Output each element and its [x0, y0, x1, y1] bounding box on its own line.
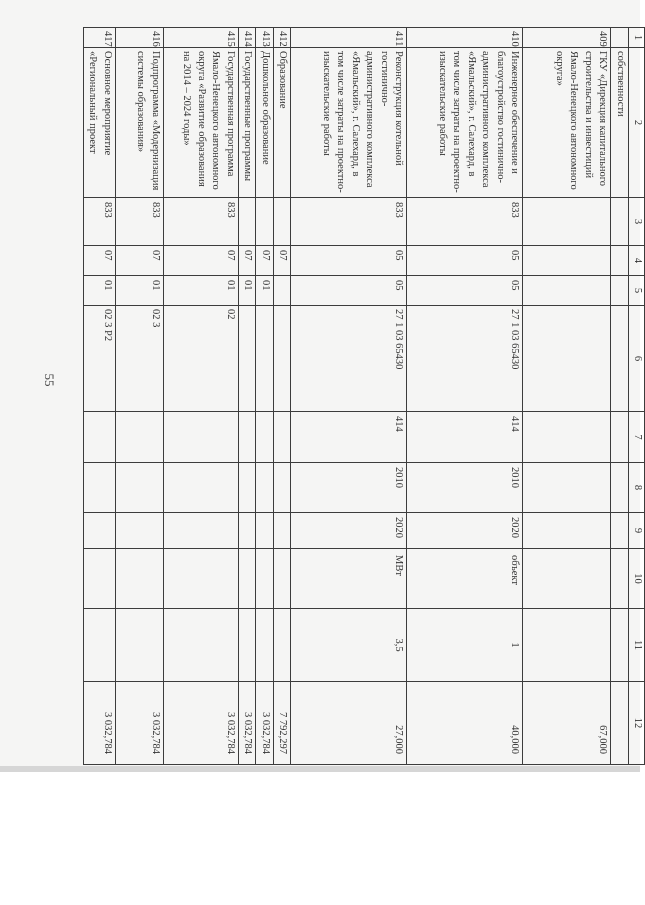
table-cell-c7: 414 [291, 412, 407, 463]
table-cell-c4: 07 [164, 246, 239, 276]
table-cell-c1: 410 [407, 28, 523, 48]
table-cell-c7 [84, 412, 116, 463]
table-cell-c1: 412 [274, 28, 292, 48]
table-cell-c7 [239, 412, 257, 463]
header-cell: 3 [629, 198, 645, 246]
table-cell-c11 [256, 609, 274, 682]
table-cell-c3 [523, 198, 611, 246]
table-cell-c9 [523, 513, 611, 549]
table-cell-c11 [84, 609, 116, 682]
table-cell-c4: 05 [407, 246, 523, 276]
table-cell-c7 [164, 412, 239, 463]
header-cell: 8 [629, 463, 645, 513]
table-cell-c10 [116, 549, 164, 609]
table-header-row [629, 28, 645, 765]
table-cell-c6 [611, 306, 629, 412]
table-cell-c8 [116, 463, 164, 513]
table-cell-c9: 2020 [291, 513, 407, 549]
table-cell-c1: 409 [523, 28, 611, 48]
header-cell: 11 [629, 609, 645, 682]
table-cell-c2: Дошкольное образование [256, 48, 274, 198]
table-cell-c9 [256, 513, 274, 549]
table-row [274, 28, 292, 765]
table-cell-c3 [256, 198, 274, 246]
table-cell-c6: 02 3 [116, 306, 164, 412]
table-cell-c5: 01 [256, 276, 274, 306]
table-cell-c12: 67,000 [523, 682, 611, 765]
table-cell-c4: 07 [84, 246, 116, 276]
table-cell-c5 [611, 276, 629, 306]
table-cell-c1: 411 [291, 28, 407, 48]
table-cell-c2: Государственная программа Ямало-Ненецкого автономного округа «Развитие образования на 2014 – 2024 годы» [164, 48, 239, 198]
table-cell-c7 [116, 412, 164, 463]
table-cell-c11: 3,5 [291, 609, 407, 682]
table-cell-c9 [274, 513, 292, 549]
page-number: 55 [42, 373, 57, 387]
table-cell-c4: 07 [274, 246, 292, 276]
table-cell-c1: 416 [116, 28, 164, 48]
table-cell-c9 [611, 513, 629, 549]
table-body [84, 28, 645, 765]
header-cell: 12 [629, 682, 645, 765]
table-cell-c1: 414 [239, 28, 257, 48]
table-cell-c1 [611, 28, 629, 48]
table-cell-c10 [84, 549, 116, 609]
table-cell-c5: 01 [239, 276, 257, 306]
table-cell-c3 [611, 198, 629, 246]
table-cell-c8 [523, 463, 611, 513]
scan-edge-shadow [0, 766, 640, 772]
table-cell-c7 [274, 412, 292, 463]
table-cell-c6: 02 3 P2 [84, 306, 116, 412]
table-cell-c11 [611, 609, 629, 682]
table-cell-c4: 07 [116, 246, 164, 276]
table-cell-c10 [256, 549, 274, 609]
table-cell-c7: 414 [407, 412, 523, 463]
table-cell-c1: 417 [84, 28, 116, 48]
table-row [407, 28, 523, 765]
table-cell-c8: 2010 [407, 463, 523, 513]
header-cell: 2 [629, 48, 645, 198]
table-cell-c2: Государственные программы [239, 48, 257, 198]
table-cell-c10: МВт [291, 549, 407, 609]
table-cell-c2: Реконструкция котельной гостинично-административного комплекса «Ямальский», г. Салехард, в том числе затраты на проектно-изыскательские работы [291, 48, 407, 198]
header-cell: 5 [629, 276, 645, 306]
table-cell-c4: 07 [256, 246, 274, 276]
table-cell-c11 [116, 609, 164, 682]
table-cell-c9 [84, 513, 116, 549]
table-cell-c5: 01 [116, 276, 164, 306]
table-cell-c9 [116, 513, 164, 549]
header-cell: 9 [629, 513, 645, 549]
table-cell-c11 [523, 609, 611, 682]
table-cell-c5 [274, 276, 292, 306]
table-cell-c4 [611, 246, 629, 276]
table-cell-c8 [164, 463, 239, 513]
table-row [164, 28, 239, 765]
table-cell-c3: 833 [116, 198, 164, 246]
table-cell-c11: 1 [407, 609, 523, 682]
table-cell-c2: собственности [611, 48, 629, 198]
table-cell-c4: 05 [291, 246, 407, 276]
table-cell-c3: 833 [164, 198, 239, 246]
table-cell-c8 [239, 463, 257, 513]
table-cell-c2: Образование [274, 48, 292, 198]
table-cell-c5: 01 [164, 276, 239, 306]
table-cell-c12: 3 032,784 [164, 682, 239, 765]
table-cell-c6: 27 1 03 65430 [407, 306, 523, 412]
budget-table [83, 27, 645, 765]
table-cell-c3: 833 [407, 198, 523, 246]
header-cell: 6 [629, 306, 645, 412]
table-cell-c3 [274, 198, 292, 246]
table-cell-c1: 415 [164, 28, 239, 48]
table-cell-c10: объект [407, 549, 523, 609]
table-cell-c2: ГКУ «Дирекция капитального строительства и инвестиций Ямало-Ненецкого автономного округа» [523, 48, 611, 198]
table-cell-c11 [164, 609, 239, 682]
table-cell-c8: 2010 [291, 463, 407, 513]
table-cell-c5: 05 [291, 276, 407, 306]
table-cell-c5 [523, 276, 611, 306]
table-cell-c12: 40,000 [407, 682, 523, 765]
table-row [116, 28, 164, 765]
table-cell-c4 [523, 246, 611, 276]
table-cell-c7 [611, 412, 629, 463]
table-cell-c7 [523, 412, 611, 463]
table-cell-c9 [239, 513, 257, 549]
header-cell: 1 [629, 28, 645, 48]
table-cell-c12: 3 032,784 [256, 682, 274, 765]
table-cell-c3: 833 [291, 198, 407, 246]
table-cell-c8 [256, 463, 274, 513]
table-cell-c8 [274, 463, 292, 513]
table-cell-c6 [274, 306, 292, 412]
header-cell: 4 [629, 246, 645, 276]
table-cell-c11 [239, 609, 257, 682]
table-row [291, 28, 407, 765]
table-cell-c10 [164, 549, 239, 609]
table-cell-c9: 2020 [407, 513, 523, 549]
table-cell-c10 [239, 549, 257, 609]
table-row [611, 28, 629, 765]
table-cell-c10 [274, 549, 292, 609]
table-cell-c12: 7 792,297 [274, 682, 292, 765]
table-cell-c6 [523, 306, 611, 412]
table-cell-c7 [256, 412, 274, 463]
table-cell-c8 [84, 463, 116, 513]
table-row [84, 28, 116, 765]
table-cell-c5: 01 [84, 276, 116, 306]
table-cell-c12 [611, 682, 629, 765]
table-cell-c2: Основное мероприятие «Региональный проект [84, 48, 116, 198]
table-cell-c12: 3 032,784 [239, 682, 257, 765]
table-cell-c12: 3 032,784 [84, 682, 116, 765]
table-cell-c11 [274, 609, 292, 682]
table-cell-c8 [611, 463, 629, 513]
table-cell-c10 [611, 549, 629, 609]
rotated-page-content [87, 27, 645, 764]
table-cell-c6: 02 [164, 306, 239, 412]
header-cell: 7 [629, 412, 645, 463]
table-cell-c12: 3 032,784 [116, 682, 164, 765]
table-cell-c5: 05 [407, 276, 523, 306]
table-cell-c6 [256, 306, 274, 412]
table-cell-c4: 07 [239, 246, 257, 276]
table-row [239, 28, 257, 765]
table-row [256, 28, 274, 765]
table-cell-c12: 27,000 [291, 682, 407, 765]
header-cell: 10 [629, 549, 645, 609]
table-row [523, 28, 611, 765]
table-cell-c9 [164, 513, 239, 549]
table-cell-c1: 413 [256, 28, 274, 48]
table-cell-c3: 833 [84, 198, 116, 246]
table-cell-c3 [239, 198, 257, 246]
table-cell-c2: Инженерное обеспечение и благоустройство гостинично-административного комплекса «Ямальский», г. Салехард, в том числе затраты на проектно-изыскательские работы [407, 48, 523, 198]
table-cell-c6 [239, 306, 257, 412]
table-cell-c2: Подпрограмма «Модернизация системы образования» [116, 48, 164, 198]
table-cell-c10 [523, 549, 611, 609]
table-cell-c6: 27 1 03 65430 [291, 306, 407, 412]
